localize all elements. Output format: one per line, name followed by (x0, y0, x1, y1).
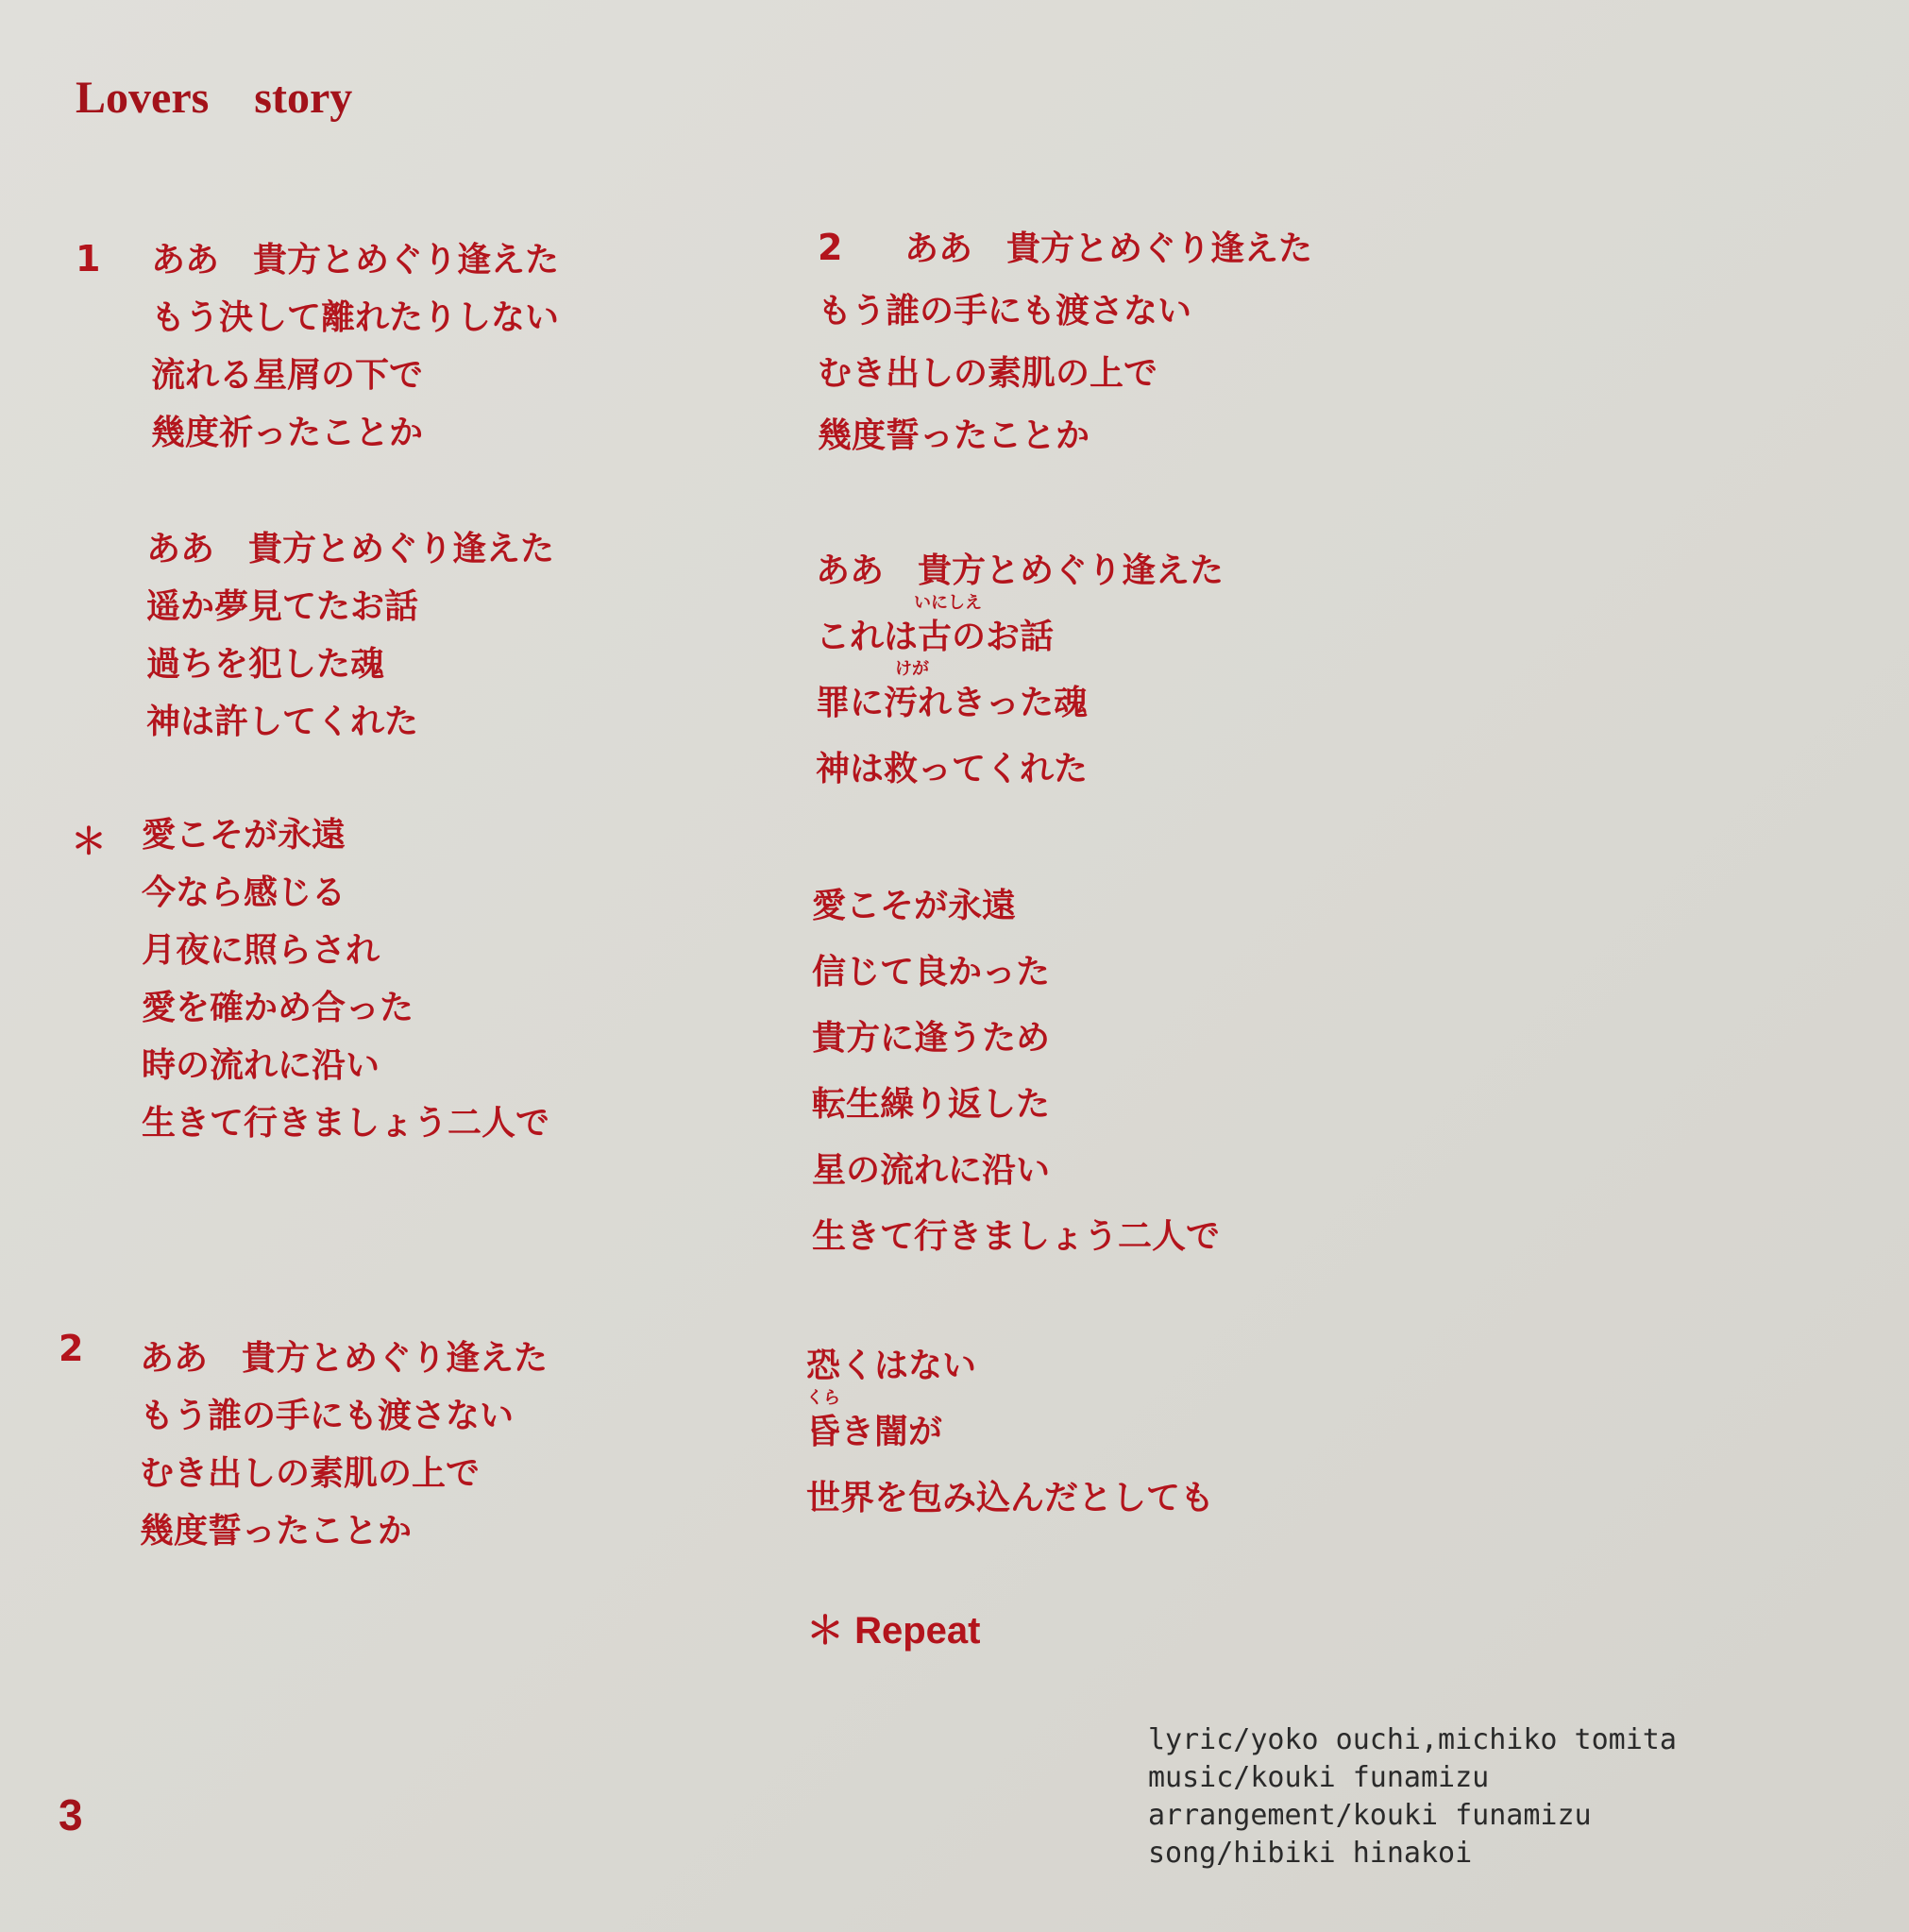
lyric-line: 神は許してくれた (146, 703, 419, 741)
credit-lyric: lyric/yoko ouchi,michiko tomita (1148, 1723, 1677, 1756)
lyric-text: 昏き闇が (806, 1413, 943, 1451)
credit-arrangement: arrangement/kouki funamizu (1148, 1799, 1592, 1832)
verse-block (818, 280, 1191, 467)
furigana: けが (895, 659, 929, 679)
lyric-line: ああ 貴方とめぐり逢えた (140, 1339, 549, 1378)
chorus-marker: ＊ (71, 821, 108, 862)
lyric-line (816, 593, 1224, 670)
verse-block (151, 231, 559, 462)
lyric-line: 転生繰り返した (812, 1085, 1051, 1124)
bridge-block (806, 1333, 1214, 1532)
lyric-line: むき出しの素肌の上で (818, 354, 1158, 393)
lyric-line: 遥か夢見てたお話 (146, 587, 419, 626)
lyric-line: 幾度誓ったことか (140, 1512, 413, 1551)
lyric-line: ああ 貴方とめぐり逢えた (151, 241, 560, 280)
lyric-line: 愛を確かめ合った (142, 989, 414, 1027)
lyric-line: 信じて良かった (812, 953, 1051, 991)
lyric-line: 星の流れに沿い (812, 1151, 1051, 1190)
furigana: いにしえ (914, 593, 982, 613)
lyric-line: もう誰の手にも渡さない (818, 292, 1192, 330)
verse-number: 1 (76, 238, 101, 280)
lyric-text: 罪に汚れきった魂 (816, 684, 1089, 722)
lyric-line: 生きて行きましょう二人で (812, 1217, 1221, 1256)
page-number: 3 (59, 1790, 83, 1839)
lyric-line: 今なら感じる (142, 873, 346, 912)
repeat-label: ＊ Repeat (806, 1610, 981, 1652)
chorus-block (142, 806, 549, 1152)
lyric-line: 愛こそが永遠 (142, 816, 346, 855)
lyric-text: これは古のお話 (816, 618, 1055, 656)
lyric-line: 世界を包み込んだとしても (806, 1479, 1215, 1517)
lyric-line: 恐くはない (806, 1347, 977, 1385)
verse-block (904, 218, 1312, 280)
verse-block (140, 1330, 548, 1560)
lyric-line: 愛こそが永遠 (812, 887, 1017, 925)
lyric-line (806, 1388, 1214, 1466)
lyric-line: むき出しの素肌の上で (140, 1454, 481, 1493)
lyric-line: もう決して離れたりしない (151, 298, 560, 337)
lyric-line: 幾度祈ったことか (151, 414, 424, 452)
repeat-note (806, 1598, 981, 1664)
chorus-block (812, 873, 1220, 1270)
verse-number: 2 (59, 1328, 84, 1369)
lyric-line: 流れる星屑の下で (151, 356, 424, 395)
verse-block (816, 538, 1224, 803)
lyric-line: もう誰の手にも渡さない (140, 1397, 515, 1435)
credit-song: song/hibiki hinakoi (1148, 1837, 1473, 1870)
lyric-line (816, 659, 1224, 737)
lyric-line: 月夜に照らされ (142, 931, 380, 970)
lyric-line: 時の流れに沿い (142, 1046, 380, 1085)
verse-number: 2 (818, 227, 843, 268)
credit-music: music/kouki funamizu (1148, 1761, 1490, 1794)
lyric-line: ああ 貴方とめぐり逢えた (146, 530, 555, 568)
song-title: Lovers story (76, 73, 353, 123)
furigana: くら (806, 1388, 840, 1408)
lyric-line: ああ 貴方とめぐり逢えた (904, 229, 1313, 268)
lyric-line: 幾度誓ったことか (818, 416, 1090, 455)
lyric-line: 生きて行きましょう二人で (142, 1104, 550, 1143)
lyric-line: 貴方に逢うため (812, 1019, 1051, 1058)
credits (1148, 1721, 1677, 1873)
verse-block (146, 520, 554, 751)
lyric-line: ああ 貴方とめぐり逢えた (816, 551, 1225, 590)
lyric-line: 過ちを犯した魂 (146, 645, 385, 684)
lyric-line: 神は救ってくれた (816, 750, 1089, 788)
